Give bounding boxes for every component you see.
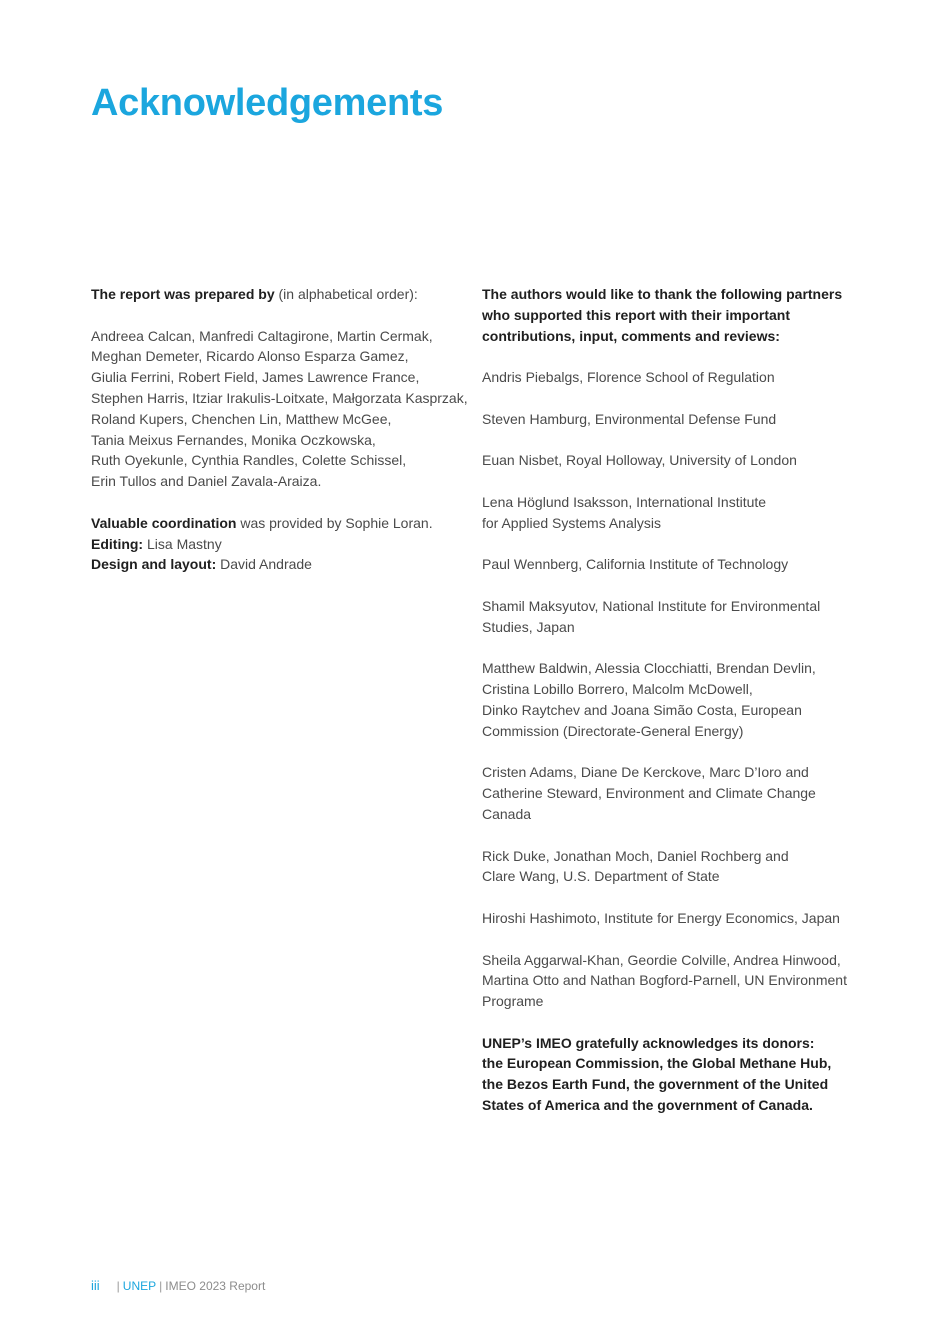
partner-line: Studies, Japan: [482, 618, 575, 635]
author-line: Andreea Calcan, Manfredi Caltagirone, Martin Cermak,: [91, 327, 433, 344]
authors-list: [91, 326, 471, 492]
prepared-by-heading: [91, 284, 471, 305]
partner-line: Canada: [482, 805, 532, 822]
footer-separator: |: [159, 1279, 163, 1293]
footer-report-name: IMEO 2023 Report: [165, 1279, 266, 1293]
partner-line: Euan Nisbet, Royal Holloway, University of London: [482, 452, 797, 469]
partner-entry: [482, 950, 854, 1012]
partner-entry: [482, 762, 854, 824]
partner-line: Cristen Adams, Diane De Kerckove, Marc D’Ioro and: [482, 764, 809, 781]
author-line: Meghan Demeter, Ricardo Alonso Esparza Gamez,: [91, 348, 409, 365]
partner-entry: [482, 658, 854, 741]
prepared-by-label: The report was prepared by: [91, 286, 275, 302]
partner-entry: [482, 554, 854, 575]
partner-line: Lena Höglund Isaksson, International Institute: [482, 493, 767, 510]
right-column: [482, 284, 854, 1137]
donors-line: UNEP’s IMEO gratefully acknowledges its donors:: [482, 1034, 815, 1051]
partner-line: Martina Otto and Nathan Bogford-Parnell, UN Environment: [482, 972, 847, 989]
intro-line: who supported this report with their important: [482, 306, 790, 323]
page-title: Acknowledgements: [91, 82, 444, 124]
credits: [91, 513, 471, 575]
coordination-label: Valuable coordination: [91, 514, 237, 531]
partners-intro: [482, 284, 854, 346]
coordination-value: was provided by Sophie Loran.: [236, 514, 433, 531]
partner-line: Rick Duke, Jonathan Moch, Daniel Rochberg and: [482, 847, 789, 864]
design-label: Design and layout:: [91, 556, 217, 573]
intro-line: contributions, input, comments and reviews:: [482, 327, 780, 344]
partner-line: for Applied Systems Analysis: [482, 514, 661, 531]
author-line: Ruth Oyekunle, Cynthia Randles, Colette Schissel,: [91, 452, 407, 469]
partner-line: Shamil Maksyutov, National Institute for Environmental: [482, 597, 821, 614]
partner-line: Dinko Raytchev and Joana Simão Costa, European: [482, 701, 802, 718]
partner-entry: [482, 908, 854, 929]
coordination-credit: [91, 513, 471, 534]
intro-line: The authors would like to thank the following partners: [482, 286, 843, 302]
partner-entry: [482, 846, 854, 888]
donors-line: States of America and the government of Canada.: [482, 1097, 813, 1114]
author-line: Giulia Ferrini, Robert Field, James Lawrence France,: [91, 369, 420, 386]
partner-line: Cristina Lobillo Borrero, Malcolm McDowell,: [482, 681, 753, 698]
partner-entry: [482, 596, 854, 638]
partner-line: Sheila Aggarwal-Khan, Geordie Colville, Andrea Hinwood,: [482, 951, 841, 968]
partner-line: Paul Wennberg, California Institute of Technology: [482, 556, 789, 573]
editing-label: Editing:: [91, 535, 144, 552]
page-footer: [91, 1278, 265, 1293]
donors-line: the European Commission, the Global Methane Hub,: [482, 1055, 832, 1072]
partner-line: Clare Wang, U.S. Department of State: [482, 868, 720, 885]
partner-line: Programe: [482, 993, 544, 1010]
page-number: iii: [91, 1278, 100, 1293]
design-value: David Andrade: [216, 556, 312, 573]
partner-entry: [482, 367, 854, 388]
partner-entry: [482, 492, 854, 534]
donors-acknowledgement: [482, 1033, 854, 1116]
partner-line: Steven Hamburg, Environmental Defense Fund: [482, 410, 777, 427]
left-column: [91, 284, 471, 596]
author-line: Erin Tullos and Daniel Zavala-Araiza.: [91, 473, 322, 490]
editing-credit: [91, 534, 471, 555]
author-line: Tania Meixus Fernandes, Monika Oczkowska,: [91, 431, 376, 448]
author-line: Roland Kupers, Chenchen Lin, Matthew McGee,: [91, 410, 392, 427]
partner-line: Hiroshi Hashimoto, Institute for Energy Economics, Japan: [482, 909, 840, 926]
prepared-by-note: (in alphabetical order):: [274, 286, 418, 302]
editing-value: Lisa Mastny: [143, 535, 222, 552]
partner-line: Andris Piebalgs, Florence School of Regulation: [482, 369, 775, 386]
footer-separator: |: [116, 1279, 120, 1293]
partner-entry: [482, 450, 854, 471]
design-credit: [91, 554, 471, 575]
donors-line: the Bezos Earth Fund, the government of the United: [482, 1076, 829, 1093]
footer-org: UNEP: [122, 1279, 157, 1293]
partner-line: Matthew Baldwin, Alessia Clocchiatti, Brendan Devlin,: [482, 660, 816, 677]
partner-line: Commission (Directorate-General Energy): [482, 722, 744, 739]
partner-entry: [482, 409, 854, 430]
partner-line: Catherine Steward, Environment and Climate Change: [482, 785, 816, 802]
author-line: Stephen Harris, Itziar Irakulis-Loitxate, Małgorzata Kasprzak,: [91, 389, 468, 406]
